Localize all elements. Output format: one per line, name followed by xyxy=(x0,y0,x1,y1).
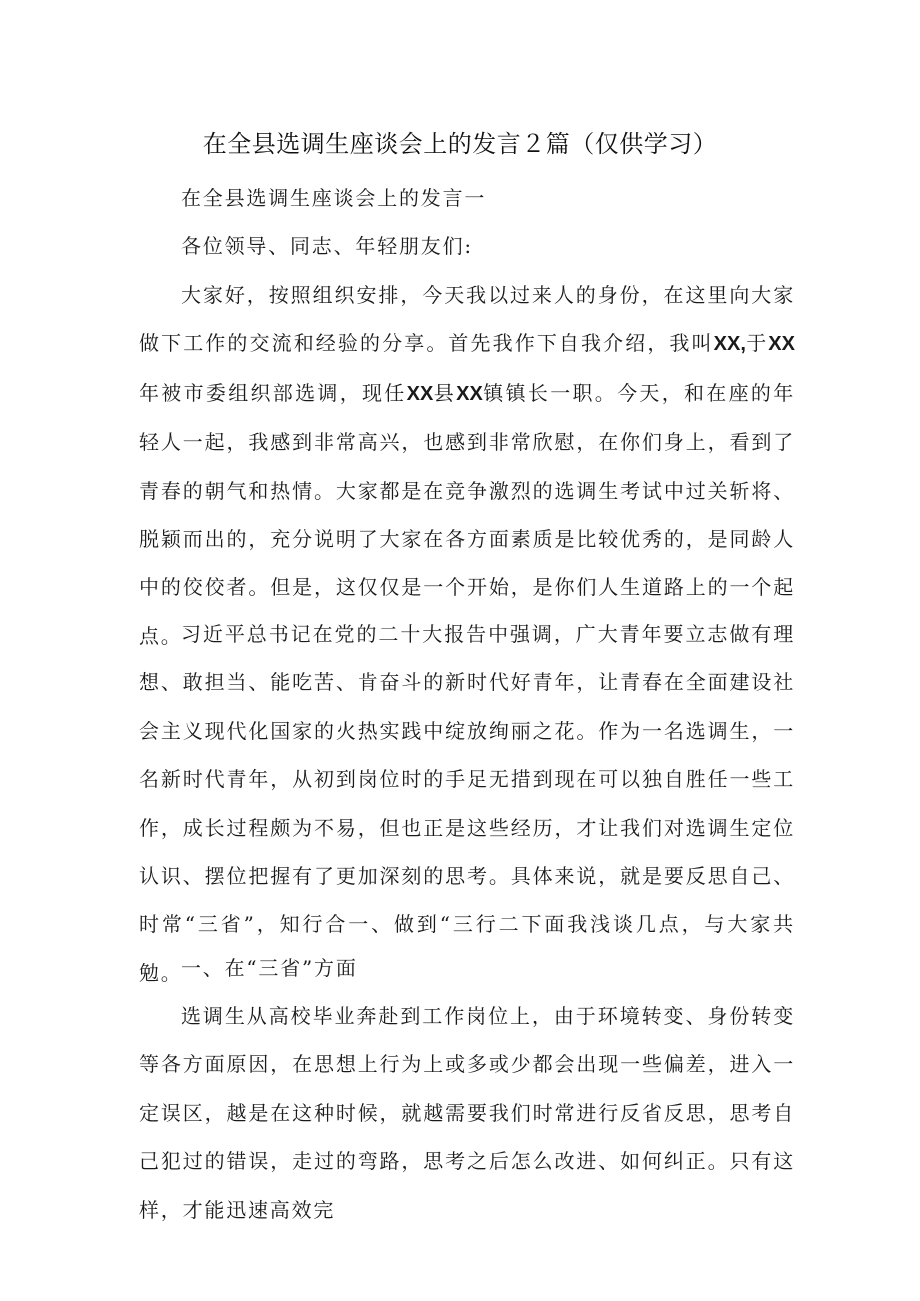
paragraph-reflection: 选调生从高校毕业奔赴到工作岗位上，由于环境转变、身份转变等各方面原因，在思想上行为上或多或少都会出现一些偏差，进入一定误区，越是在这种时候，就越需要我们时常进行反省反思，思考自己犯过的错误，走过的弯路，思考之后怎么改进、如何纠正。只有这样，才能迅速高效完 xyxy=(139,1004,795,1222)
paragraph-youth: 习近平总书记在党的二十大报告中强调，广大青年要立志做有理想、敢担当、能吃苦、肯奋斗的新时代好青年，让青春在全面建设社会主义现代化国家的火热实践中绽放绚丽之花。作为一名选调生，一名新时代青年，从初到岗位时的手足无措到现在可以独自胜任一些工作，成长过程颇为不易，但也正是这些经历，才让我们对选调生定位认识、摆位把握有了更加深刻的思考。具体来说，就是要反思自己、时常“三省”，知行合一、做到“三行二下面我浅谈几点，与大家共勉。 xyxy=(139,622,795,985)
section-heading: 一、在“三省”方面 xyxy=(181,956,358,980)
paragraph-intro xyxy=(139,271,795,660)
greeting: 各位领导、同志、年轻朋友们: xyxy=(181,234,473,258)
placeholder-county: XX xyxy=(406,382,434,405)
document-title: 在全县选调生座谈会上的发言２篇（仅供学习） xyxy=(202,130,718,158)
intro-text-d: 县 xyxy=(433,380,457,405)
intro-text-e: 镇镇长一职。今天，和在座的年轻人一起，我感到非常高兴，也感到非常欣慰，在你们身上，看到了青春的朝气和热情。大家都是在竞争激烈的选调生考试中过关斩将、脱颖而出的，充分说明了大家在各方面素质是比较优秀的，是同龄人中的佼佼者。但是，这仅仅是一个开始，是你们人生道路上的一个起点。 xyxy=(139,380,795,648)
placeholder-town: XX xyxy=(456,382,483,405)
section-subtitle: 在全县选调生座谈会上的发言一 xyxy=(181,186,487,210)
placeholder-name: XX, xyxy=(713,333,746,356)
placeholder-year: XX xyxy=(768,333,795,356)
intro-text-c: 年被市委组织部选调，现任 xyxy=(139,380,407,405)
intro-text-a: 大家好，按照组织安排，今天我以过来人的身份，在这里向大家做下工作的交流和经验的分享。首先我作下自我介绍，我叫 xyxy=(139,283,795,356)
intro-text-b: 于 xyxy=(745,331,769,356)
